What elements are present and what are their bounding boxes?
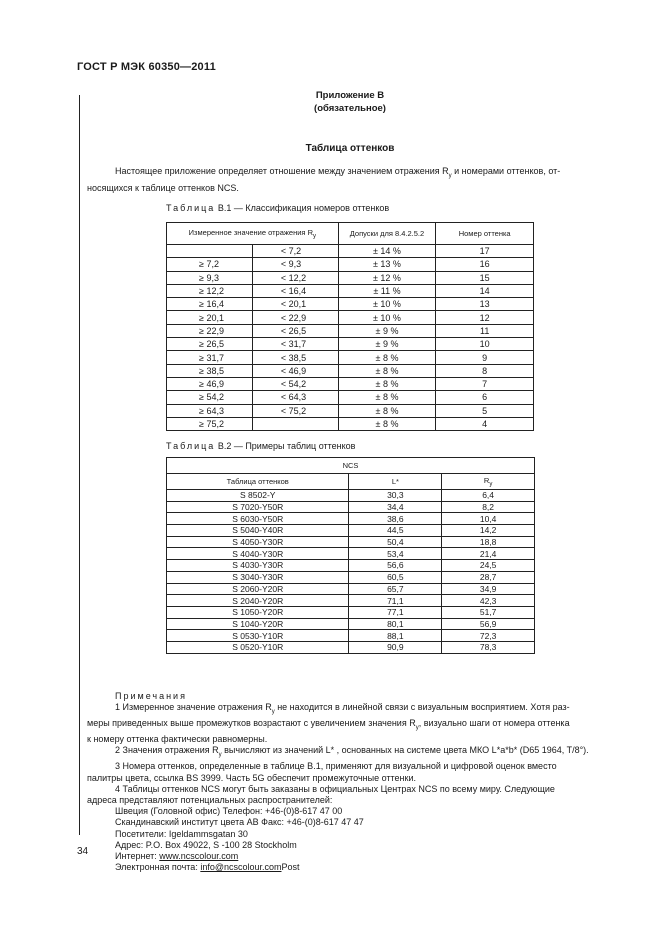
table1-row (167, 391, 534, 404)
table2-cell-ry: 34,9 (442, 583, 535, 595)
table1-cell-min: ≥ 64,3 (167, 404, 253, 417)
table1-cell-max: < 9,3 (252, 258, 338, 271)
table2-cell-ry: 78,3 (442, 641, 535, 653)
table1-cell-max: < 20,1 (252, 298, 338, 311)
table1-cell-min: ≥ 31,7 (167, 351, 253, 364)
table1-cell-tolerance: ± 8 % (338, 404, 436, 417)
table1-cell-shade: 11 (436, 324, 534, 337)
intro-line1b: и номерами оттенков, от- (451, 166, 561, 176)
note-1-sub-b: y (415, 725, 419, 731)
table1-caption-prefix: Таблица (166, 203, 216, 213)
table2-cell-ry: 8,2 (442, 501, 535, 513)
table2-body (167, 490, 535, 654)
intro-sub: y (448, 172, 452, 179)
table2-cell-ry: 21,4 (442, 548, 535, 560)
table2-cell-chart: S 7020-Y50R (167, 501, 349, 513)
note-1 (87, 702, 616, 718)
table1-cell-max: < 7,2 (252, 245, 338, 258)
table1-cell-tolerance: ± 11 % (338, 284, 436, 297)
note-4-line2: адреса представляют потенциальных распространителей: (87, 795, 333, 806)
table1-row (167, 324, 534, 337)
table1-cell-shade: 13 (436, 298, 534, 311)
table2-row (167, 513, 535, 525)
internet-link[interactable]: www.ncscolour.com (159, 851, 239, 862)
table2-header-sub: y (489, 481, 493, 488)
table1-cell-shade: 17 (436, 245, 534, 258)
table2-cell-lstar: 30,3 (349, 490, 442, 502)
margin-rule (79, 95, 80, 835)
table2-row (167, 525, 535, 537)
table1-row (167, 311, 534, 324)
table1-cell-shade: 7 (436, 377, 534, 390)
notes-heading: Примечания (115, 691, 187, 701)
table1-cell-max: < 16,4 (252, 284, 338, 297)
table2-header-chart: Таблица оттенков (167, 474, 349, 490)
table1-cell-min: ≥ 22,9 (167, 324, 253, 337)
table1-cell-min: ≥ 75,2 (167, 417, 253, 430)
table2-header-ry-text: R (483, 475, 490, 485)
note-2-a: 2 Значения отражения R (115, 745, 219, 756)
table1-cell-shade: 9 (436, 351, 534, 364)
address-line-1: Швеция (Головной офис) Телефон: +46-(0)8-617 47 00 (115, 806, 343, 817)
table1-cell-shade: 14 (436, 284, 534, 297)
table1-cell-min: ≥ 20,1 (167, 311, 253, 324)
intro-line1: Настоящее приложение определяет отношение между значением отражения R (115, 166, 449, 176)
table1-cell-min: ≥ 26,5 (167, 338, 253, 351)
table1-cell-min (167, 245, 253, 258)
table2-caption-text: В.2 — Примеры таблиц оттенков (217, 441, 356, 451)
table2-caption (166, 441, 355, 451)
table1-cell-tolerance: ± 8 % (338, 377, 436, 390)
table1-cell-shade: 6 (436, 391, 534, 404)
table2-cell-chart: S 3040-Y30R (167, 571, 349, 583)
note-2-b: вычисляют из значений L* , основанных на системе цвета МКО L*a*b* (D65 1964, T/8°). (221, 745, 589, 756)
table2-row (167, 583, 535, 595)
table2-cell-chart: S 8502-Y (167, 490, 349, 502)
table2-row (167, 536, 535, 548)
table1-cell-tolerance: ± 8 % (338, 351, 436, 364)
table2-cell-chart: S 5040-Y40R (167, 525, 349, 537)
table1-cell-max: < 12,2 (252, 271, 338, 284)
note-1-a: 1 Измеренное значение отражения R (115, 702, 272, 713)
table1-cell-shade: 16 (436, 258, 534, 271)
table2-caption-prefix: Таблица (166, 441, 216, 451)
table1-cell-min: ≥ 46,9 (167, 377, 253, 390)
table1-body (167, 245, 534, 431)
table1-cell-max: < 22,9 (252, 311, 338, 324)
table2-cell-chart: S 1040-Y20R (167, 618, 349, 630)
table1-header-sub: y (312, 233, 316, 240)
table2-cell-lstar: 80,1 (349, 618, 442, 630)
table1-cell-min: ≥ 12,2 (167, 284, 253, 297)
table1-cell-tolerance: ± 8 % (338, 391, 436, 404)
note-4: 4 Таблицы оттенков NCS могут быть заказаны в официальных Центрах NCS по всему миру. Следующие (115, 783, 555, 794)
appendix-subtitle: (обязательное) (314, 103, 386, 114)
note-1-sub-a: y (271, 709, 275, 715)
table1-cell-shade: 8 (436, 364, 534, 377)
table2-cell-chart: S 2040-Y20R (167, 595, 349, 607)
table1-cell-max: < 54,2 (252, 377, 338, 390)
note-3-line2: палитры цвета, ссылка BS 3999. Часть 5G обеспечит промежуточные оттенки. (87, 772, 416, 783)
page-number: 34 (77, 846, 89, 857)
table2-cell-lstar: 65,7 (349, 583, 442, 595)
address-line-3: Посетители: Igeldammsgatan 30 (115, 828, 248, 839)
table2-cell-ry: 6,4 (442, 490, 535, 502)
table1-header-reflectance-text: Измеренное значение отражения R (188, 227, 313, 237)
internet-label: Интернет: (115, 851, 160, 862)
note-1-c: меры приведенных выше промежутков возрастают с увеличением значения R (87, 718, 416, 729)
email-link[interactable]: info@ncscolour.com (200, 862, 282, 873)
note-3: 3 Номера оттенков, определенные в таблице В.1, применяют для визуальной и цифровой оценок вместо (115, 761, 557, 772)
intro-line2: носящихся к таблице оттенков NCS. (87, 182, 239, 193)
table2-cell-chart: S 0530-Y10R (167, 630, 349, 642)
note-1-line2 (87, 718, 616, 734)
table1-cell-min: ≥ 38,5 (167, 364, 253, 377)
table1-cell-max: < 46,9 (252, 364, 338, 377)
table1-cell-max: < 64,3 (252, 391, 338, 404)
table1-row (167, 377, 534, 390)
table2-row (167, 548, 535, 560)
table1-row (167, 404, 534, 417)
table1-caption (166, 203, 389, 213)
table2-header-ry (442, 474, 535, 490)
note-1-b: не находится в линейной связи с визуальным восприятием. Хотя раз- (274, 702, 570, 713)
table1-cell-tolerance: ± 10 % (338, 298, 436, 311)
table1-cell-tolerance: ± 14 % (338, 245, 436, 258)
table2-cell-lstar: 88,1 (349, 630, 442, 642)
table2-cell-chart: S 0520-Y10R (167, 641, 349, 653)
table1-cell-max: < 31,7 (252, 338, 338, 351)
appendix-title: Приложение В (315, 90, 385, 101)
table1-row (167, 245, 534, 258)
table2-row (167, 501, 535, 513)
note-2 (87, 745, 616, 761)
table2-row (167, 595, 535, 607)
table2-cell-chart: S 6030-Y50R (167, 513, 349, 525)
table1-row (167, 338, 534, 351)
table2-cell-lstar: 71,1 (349, 595, 442, 607)
note-1-line3: к номеру оттенка фактически равномерны. (87, 734, 268, 745)
table1-cell-min: ≥ 16,4 (167, 298, 253, 311)
table1-cell-tolerance: ± 10 % (338, 311, 436, 324)
table2-header-lstar: L* (349, 474, 442, 490)
table2-cell-lstar: 56,6 (349, 560, 442, 572)
table2-row (167, 641, 535, 653)
table1-cell-shade: 15 (436, 271, 534, 284)
table2-row (167, 560, 535, 572)
table1-row (167, 298, 534, 311)
note-1-d: , визуально шаги от номера оттенка (418, 718, 570, 729)
intro-paragraph (87, 165, 616, 194)
table1-row (167, 271, 534, 284)
address-line-4: Адрес: P.O. Box 49022, S -100 28 Stockholm (115, 839, 297, 850)
table2-cell-chart: S 1050-Y20R (167, 606, 349, 618)
table1-cell-tolerance: ± 8 % (338, 364, 436, 377)
table1-caption-text: В.1 — Классификация номеров оттенков (217, 203, 390, 213)
table1-cell-shade: 4 (436, 417, 534, 430)
table2-cell-chart: S 4040-Y30R (167, 548, 349, 560)
table1-header-reflectance (167, 223, 339, 245)
table1-header-tolerance: Допуски для 8.4.2.5.2 (338, 223, 436, 245)
table2-row (167, 606, 535, 618)
table2-row (167, 630, 535, 642)
table1-row (167, 258, 534, 271)
section-title: Таблица оттенков (305, 143, 395, 154)
table2-cell-lstar: 60,5 (349, 571, 442, 583)
table2-cell-lstar: 53,4 (349, 548, 442, 560)
table2-cell-lstar: 44,5 (349, 525, 442, 537)
table1-header-shade-number: Номер оттенка (436, 223, 534, 245)
table2-row (167, 571, 535, 583)
table1-cell-tolerance: ± 9 % (338, 324, 436, 337)
table1-cell-min: ≥ 54,2 (167, 391, 253, 404)
table2-cell-ry: 72,3 (442, 630, 535, 642)
table2-row (167, 618, 535, 630)
table2-cell-lstar: 38,6 (349, 513, 442, 525)
table2-cell-lstar: 34,4 (349, 501, 442, 513)
shade-classification-table (166, 222, 534, 431)
table1-cell-max (252, 417, 338, 430)
table1-row (167, 364, 534, 377)
table2-cell-chart: S 2060-Y20R (167, 583, 349, 595)
table1-cell-min: ≥ 9,3 (167, 271, 253, 284)
table2-group-header: NCS (167, 458, 535, 474)
table2-cell-ry: 28,7 (442, 571, 535, 583)
table1-row (167, 351, 534, 364)
email-line (87, 862, 616, 873)
table2-cell-chart: S 4050-Y30R (167, 536, 349, 548)
internet-line (87, 851, 616, 862)
table1-row (167, 284, 534, 297)
table2-cell-lstar: 50,4 (349, 536, 442, 548)
table2-cell-lstar: 77,1 (349, 606, 442, 618)
email-label: Электронная почта: (115, 862, 201, 873)
table2-cell-ry: 56,9 (442, 618, 535, 630)
table1-cell-tolerance: ± 9 % (338, 338, 436, 351)
notes-section (87, 691, 616, 873)
table2-cell-ry: 18,8 (442, 536, 535, 548)
note-2-sub: y (218, 752, 222, 759)
table1-cell-max: < 26,5 (252, 324, 338, 337)
table1-cell-max: < 75,2 (252, 404, 338, 417)
table2-row (167, 490, 535, 502)
table2-cell-ry: 14,2 (442, 525, 535, 537)
document-header: ГОСТ Р МЭК 60350—2011 (77, 61, 216, 73)
table2-cell-ry: 10,4 (442, 513, 535, 525)
shade-examples-table (166, 457, 535, 654)
address-line-2: Скандинавский институт цвета АВ Факс: +46-(0)8-617 47 47 (115, 817, 364, 828)
table1-cell-tolerance: ± 8 % (338, 417, 436, 430)
table2-cell-ry: 24,5 (442, 560, 535, 572)
table1-cell-tolerance: ± 13 % (338, 258, 436, 271)
table2-cell-chart: S 4030-Y30R (167, 560, 349, 572)
table1-cell-shade: 10 (436, 338, 534, 351)
table1-cell-shade: 5 (436, 404, 534, 417)
table1-cell-shade: 12 (436, 311, 534, 324)
table2-cell-ry: 51,7 (442, 606, 535, 618)
table2-cell-lstar: 90,9 (349, 641, 442, 653)
table1-cell-tolerance: ± 12 % (338, 271, 436, 284)
table1-cell-min: ≥ 7,2 (167, 258, 253, 271)
table1-cell-max: < 38,5 (252, 351, 338, 364)
email-suffix: Post (281, 862, 300, 873)
table2-cell-ry: 42,3 (442, 595, 535, 607)
table1-row (167, 417, 534, 430)
